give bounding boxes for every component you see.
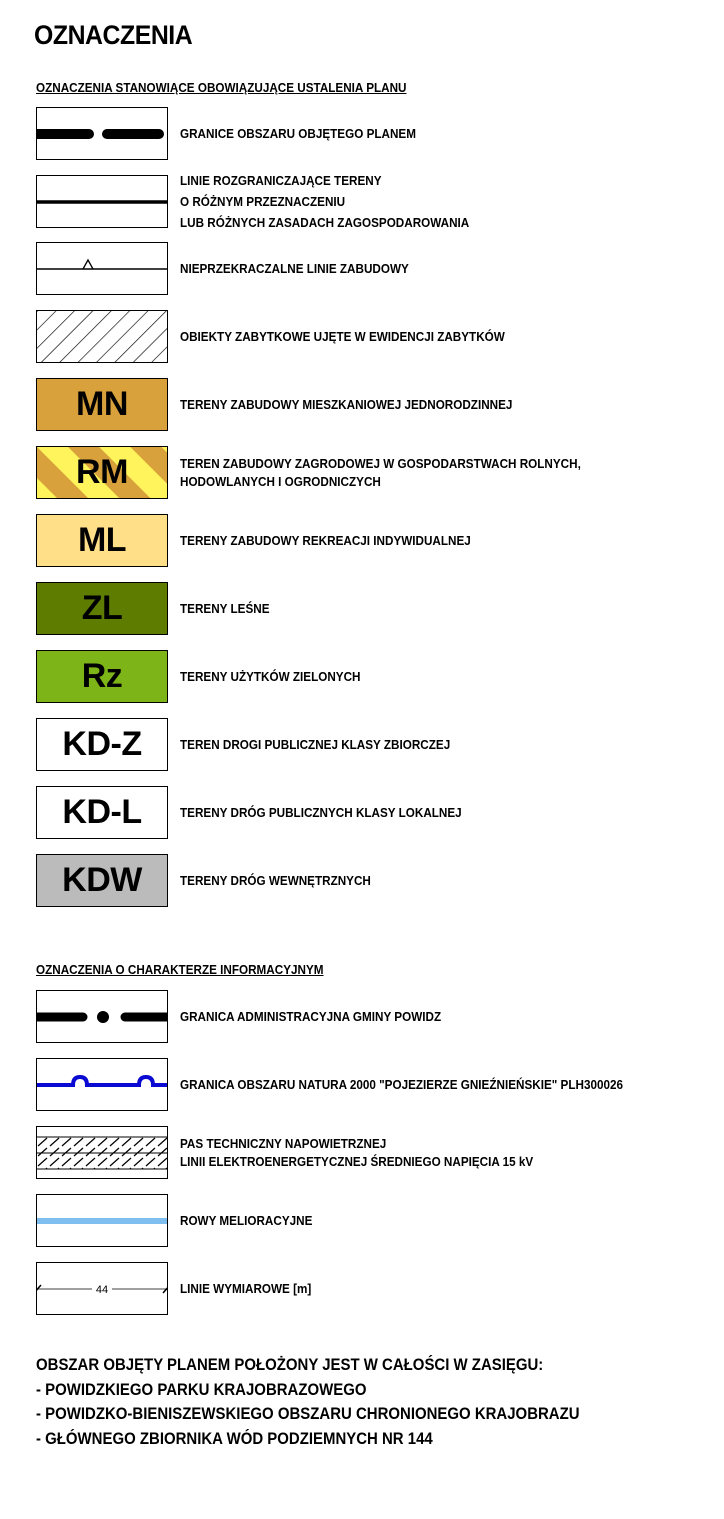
legend-label	[180, 242, 409, 295]
notes-item: - POWIDZKIEGO PARKU KRAJOBRAZOWEGO	[36, 1379, 367, 1399]
zl-symbol	[36, 582, 168, 635]
legend-row-mn	[36, 378, 716, 431]
legend-label	[180, 446, 581, 499]
legend-row-building-line	[36, 242, 716, 295]
plan-boundary-symbol	[36, 107, 168, 160]
label-line: TERENY LEŚNE	[180, 600, 270, 616]
legend-label	[180, 650, 360, 703]
legend-label	[180, 1126, 533, 1179]
label-line: HODOWLANYCH I OGRODNICZYCH	[180, 473, 381, 489]
legend-label	[180, 1262, 311, 1315]
label-line: TERENY UŻYTKÓW ZIELONYCH	[180, 668, 361, 684]
label-line: TERENY ZABUDOWY MIESZKANIOWEJ JEDNORODZINNEJ	[180, 396, 513, 412]
ml-symbol	[36, 514, 168, 567]
legend-row-plan-boundary	[36, 107, 716, 160]
legend-row-administrative-boundary	[36, 990, 716, 1043]
section-informational-heading: OZNACZENIA O CHARAKTERZE INFORMACYJNYM	[36, 962, 324, 977]
legend-label	[180, 990, 441, 1043]
heritage-hatch-symbol	[36, 310, 168, 363]
legend-row-rm	[36, 446, 716, 499]
notes-item: - GŁÓWNEGO ZBIORNIKA WÓD PODZIEMNYCH NR 144	[36, 1428, 433, 1448]
legend-row-heritage	[36, 310, 716, 363]
legend-label	[180, 175, 469, 228]
zone-code: ZL	[81, 589, 123, 627]
zone-code: MN	[76, 385, 128, 423]
drainage-ditch-symbol	[36, 1194, 168, 1247]
legend-row-zl	[36, 582, 716, 635]
label-line: TERENY ZABUDOWY REKREACJI INDYWIDUALNEJ	[180, 532, 471, 548]
legend-label	[180, 1194, 312, 1247]
zone-code: ML	[77, 521, 127, 559]
label-line: PAS TECHNICZNY NAPOWIETRZNEJ	[180, 1135, 387, 1151]
legend-label	[180, 854, 371, 907]
notes-heading: OBSZAR OBJĘTY PLANEM POŁOŻONY JEST W CAŁOŚCI W ZASIĘGU:	[36, 1355, 544, 1374]
legend-label	[180, 718, 450, 771]
legend-label	[180, 310, 505, 363]
dimension-line-symbol	[36, 1262, 168, 1315]
kd-z-symbol	[36, 718, 168, 771]
legend-label	[180, 107, 416, 160]
legend-label	[180, 582, 270, 635]
rm-symbol	[36, 446, 168, 499]
label-line: GRANICA OBSZARU NATURA 2000 "POJEZIERZE GNIEŹNIEŃSKIE" PLH300026	[180, 1076, 624, 1092]
zone-code: KD-Z	[62, 725, 142, 763]
label-line: TEREN ZABUDOWY ZAGRODOWEJ W GOSPODARSTWACH ROLNYCH,	[180, 455, 581, 471]
legend-row-kd-z	[36, 718, 716, 771]
legend-row-demarcation-line	[36, 175, 716, 228]
label-line: TEREN DROGI PUBLICZNEJ KLASY ZBIORCZEJ	[180, 736, 451, 752]
label-line: ROWY MELIORACYJNE	[180, 1212, 313, 1228]
label-line: GRANICE OBSZARU OBJĘTEGO PLANEM	[180, 125, 416, 141]
section-binding-heading: OZNACZENIA STANOWIĄCE OBOWIĄZUJĄCE USTALENIA PLANU	[36, 80, 407, 95]
notes-item: - POWIDZKO-BIENISZEWSKIEGO OBSZARU CHRONIONEGO KRAJOBRAZU	[36, 1404, 580, 1423]
zone-code: Rz	[81, 657, 123, 695]
legend-label	[180, 514, 471, 567]
zone-code: RM	[76, 453, 128, 491]
label-line: O RÓŻNYM PRZEZNACZENIU	[180, 194, 346, 209]
legend-row-drainage-ditch	[36, 1194, 716, 1247]
legend-row-ml	[36, 514, 716, 567]
zone-code: KD-L	[62, 793, 142, 831]
label-line: LINIE ROZGRANICZAJĄCE TERENY	[180, 173, 382, 188]
legend-label	[180, 378, 512, 431]
rz-symbol	[36, 650, 168, 703]
kd-l-symbol	[36, 786, 168, 839]
kdw-symbol	[36, 854, 168, 907]
dimension-value: 44	[95, 1284, 109, 1296]
label-line: OBIEKTY ZABYTKOWE UJĘTE W EWIDENCJI ZABYTKÓW	[180, 328, 505, 344]
zone-code: KDW	[62, 861, 142, 899]
natura2000-boundary-symbol	[36, 1058, 168, 1111]
legend-row-rz	[36, 650, 716, 703]
legend-row-power-line-strip	[36, 1126, 716, 1179]
legend-row-kdw	[36, 854, 716, 907]
demarcation-line-symbol	[36, 175, 168, 228]
legend-row-dimension-line	[36, 1262, 716, 1315]
legend-title: OZNACZENIA	[34, 20, 193, 50]
label-line: NIEPRZEKRACZALNE LINIE ZABUDOWY	[180, 260, 409, 276]
power-line-strip-symbol	[36, 1126, 168, 1179]
protection-notes	[36, 1353, 580, 1451]
label-line: GRANICA ADMINISTRACYJNA GMINY POWIDZ	[180, 1008, 442, 1024]
mn-symbol	[36, 378, 168, 431]
building-line-symbol	[36, 242, 168, 295]
label-line: LINII ELEKTROENERGETYCZNEJ ŚREDNIEGO NAPIĘCIA 15 kV	[180, 1153, 534, 1169]
legend-row-kd-l	[36, 786, 716, 839]
legend-row-natura2000	[36, 1058, 716, 1111]
administrative-boundary-symbol	[36, 990, 168, 1043]
label-line: LINIE WYMIAROWE [m]	[180, 1280, 312, 1296]
legend-label	[180, 786, 462, 839]
legend-label	[180, 1058, 623, 1111]
label-line: TERENY DRÓG WEWNĘTRZNYCH	[180, 872, 371, 888]
label-line: LUB RÓŻNYCH ZASADACH ZAGOSPODAROWANIA	[180, 215, 470, 230]
label-line: TERENY DRÓG PUBLICZNYCH KLASY LOKALNEJ	[180, 804, 462, 820]
